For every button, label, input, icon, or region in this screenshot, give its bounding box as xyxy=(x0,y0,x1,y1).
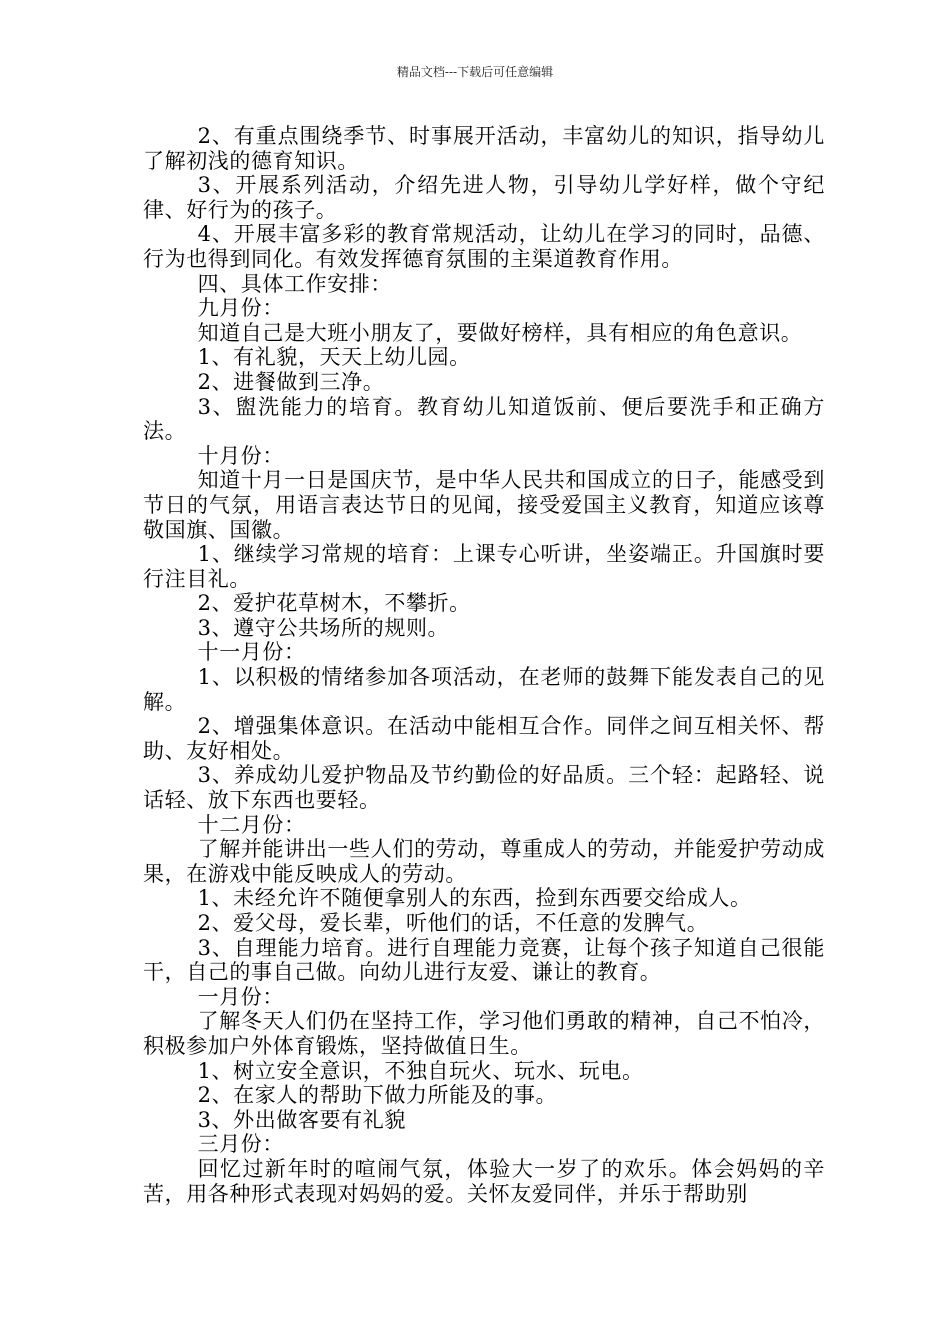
month-heading-november: 十一月份： xyxy=(197,640,306,665)
paragraph: 知道自己是大班小朋友了，要做好榜样，具有相应的角色意识。 xyxy=(197,320,803,345)
paragraph: 1、继续学习常规的培育：上课专心听讲，坐姿端正。升国旗时要行注目礼。 xyxy=(143,542,825,591)
paragraph: 3、养成幼儿爱护物品及节约勤俭的好品质。三个轻：起路轻、说话轻、放下东西也要轻。 xyxy=(143,763,825,813)
document-body xyxy=(143,124,825,1206)
page-header: 精品文档---下载后可任意编辑 xyxy=(396,65,554,79)
paragraph: 了解并能讲出一些人们的劳动，尊重成人的劳动，并能爱护劳动成果，在游戏中能反映成人的劳动。 xyxy=(143,837,825,886)
paragraph: 1、以积极的情绪参加各项活动，在老师的鼓舞下能发表自己的见解。 xyxy=(143,665,825,714)
paragraph: 2、在家人的帮助下做力所能及的事。 xyxy=(197,1083,558,1108)
month-heading-september: 九月份： xyxy=(197,296,284,321)
paragraph: 4、开展丰富多彩的教育常规活动，让幼儿在学习的同时，品德、行为也得到同化。有效发挥德育氛围的主渠道教育作用。 xyxy=(143,222,825,271)
month-heading-october: 十月份： xyxy=(197,443,284,468)
paragraph: 2、爱护花草树木，不攀折。 xyxy=(197,591,471,616)
month-heading-march: 三月份： xyxy=(197,1132,284,1157)
paragraph: 3、遵守公共场所的规则。 xyxy=(197,615,450,640)
paragraph: 2、有重点围绕季节、时事展开活动，丰富幼儿的知识，指导幼儿了解初浅的德育知识。 xyxy=(143,124,825,173)
paragraph: 1、树立安全意识，不独自玩火、玩水、玩电。 xyxy=(197,1058,644,1083)
paragraph: 2、增强集体意识。在活动中能相互合作。同伴之间互相关怀、帮助、友好相处。 xyxy=(143,714,825,763)
paragraph: 了解冬天人们仍在坚持工作，学习他们勇敢的精神，自己不怕冷，积极参加户外体育锻炼，坚持做值日生。 xyxy=(143,1009,825,1058)
paragraph: 1、有礼貌，天天上幼儿园。 xyxy=(197,345,471,370)
section-heading: 四、具体工作安排： xyxy=(197,271,392,296)
month-heading-december: 十二月份： xyxy=(197,812,306,837)
paragraph: 2、进餐做到三净。 xyxy=(197,369,385,394)
paragraph: 3、外出做客要有礼貌 xyxy=(197,1107,406,1132)
paragraph: 知道十月一日是国庆节，是中华人民共和国成立的日子，能感受到节日的气氛，用语言表达节日的见闻，接受爱国主义教育，知道应该尊敬国旗、国徽。 xyxy=(143,468,825,542)
paragraph: 回忆过新年时的喧闹气氛，体验大一岁了的欢乐。体会妈妈的辛苦，用各种形式表现对妈妈的爱。关怀友爱同伴，并乐于帮助别 xyxy=(143,1156,825,1206)
paragraph: 3、自理能力培育。进行自理能力竞赛，让每个孩子知道自己很能干，自己的事自己做。向幼儿进行友爱、谦让的教育。 xyxy=(143,935,825,985)
paragraph: 2、爱父母，爱长辈，听他们的话，不任意的发脾气。 xyxy=(197,911,709,935)
paragraph: 3、盥洗能力的培育。教育幼儿知道饭前、便后要洗手和正确方法。 xyxy=(143,394,825,444)
paragraph: 3、开展系列活动，介绍先进人物，引导幼儿学好样，做个守纪律、好行为的孩子。 xyxy=(143,173,825,222)
month-heading-january: 一月份： xyxy=(197,984,284,1009)
paragraph: 1、未经允许不随便拿别人的东西，捡到东西要交给成人。 xyxy=(197,886,752,911)
